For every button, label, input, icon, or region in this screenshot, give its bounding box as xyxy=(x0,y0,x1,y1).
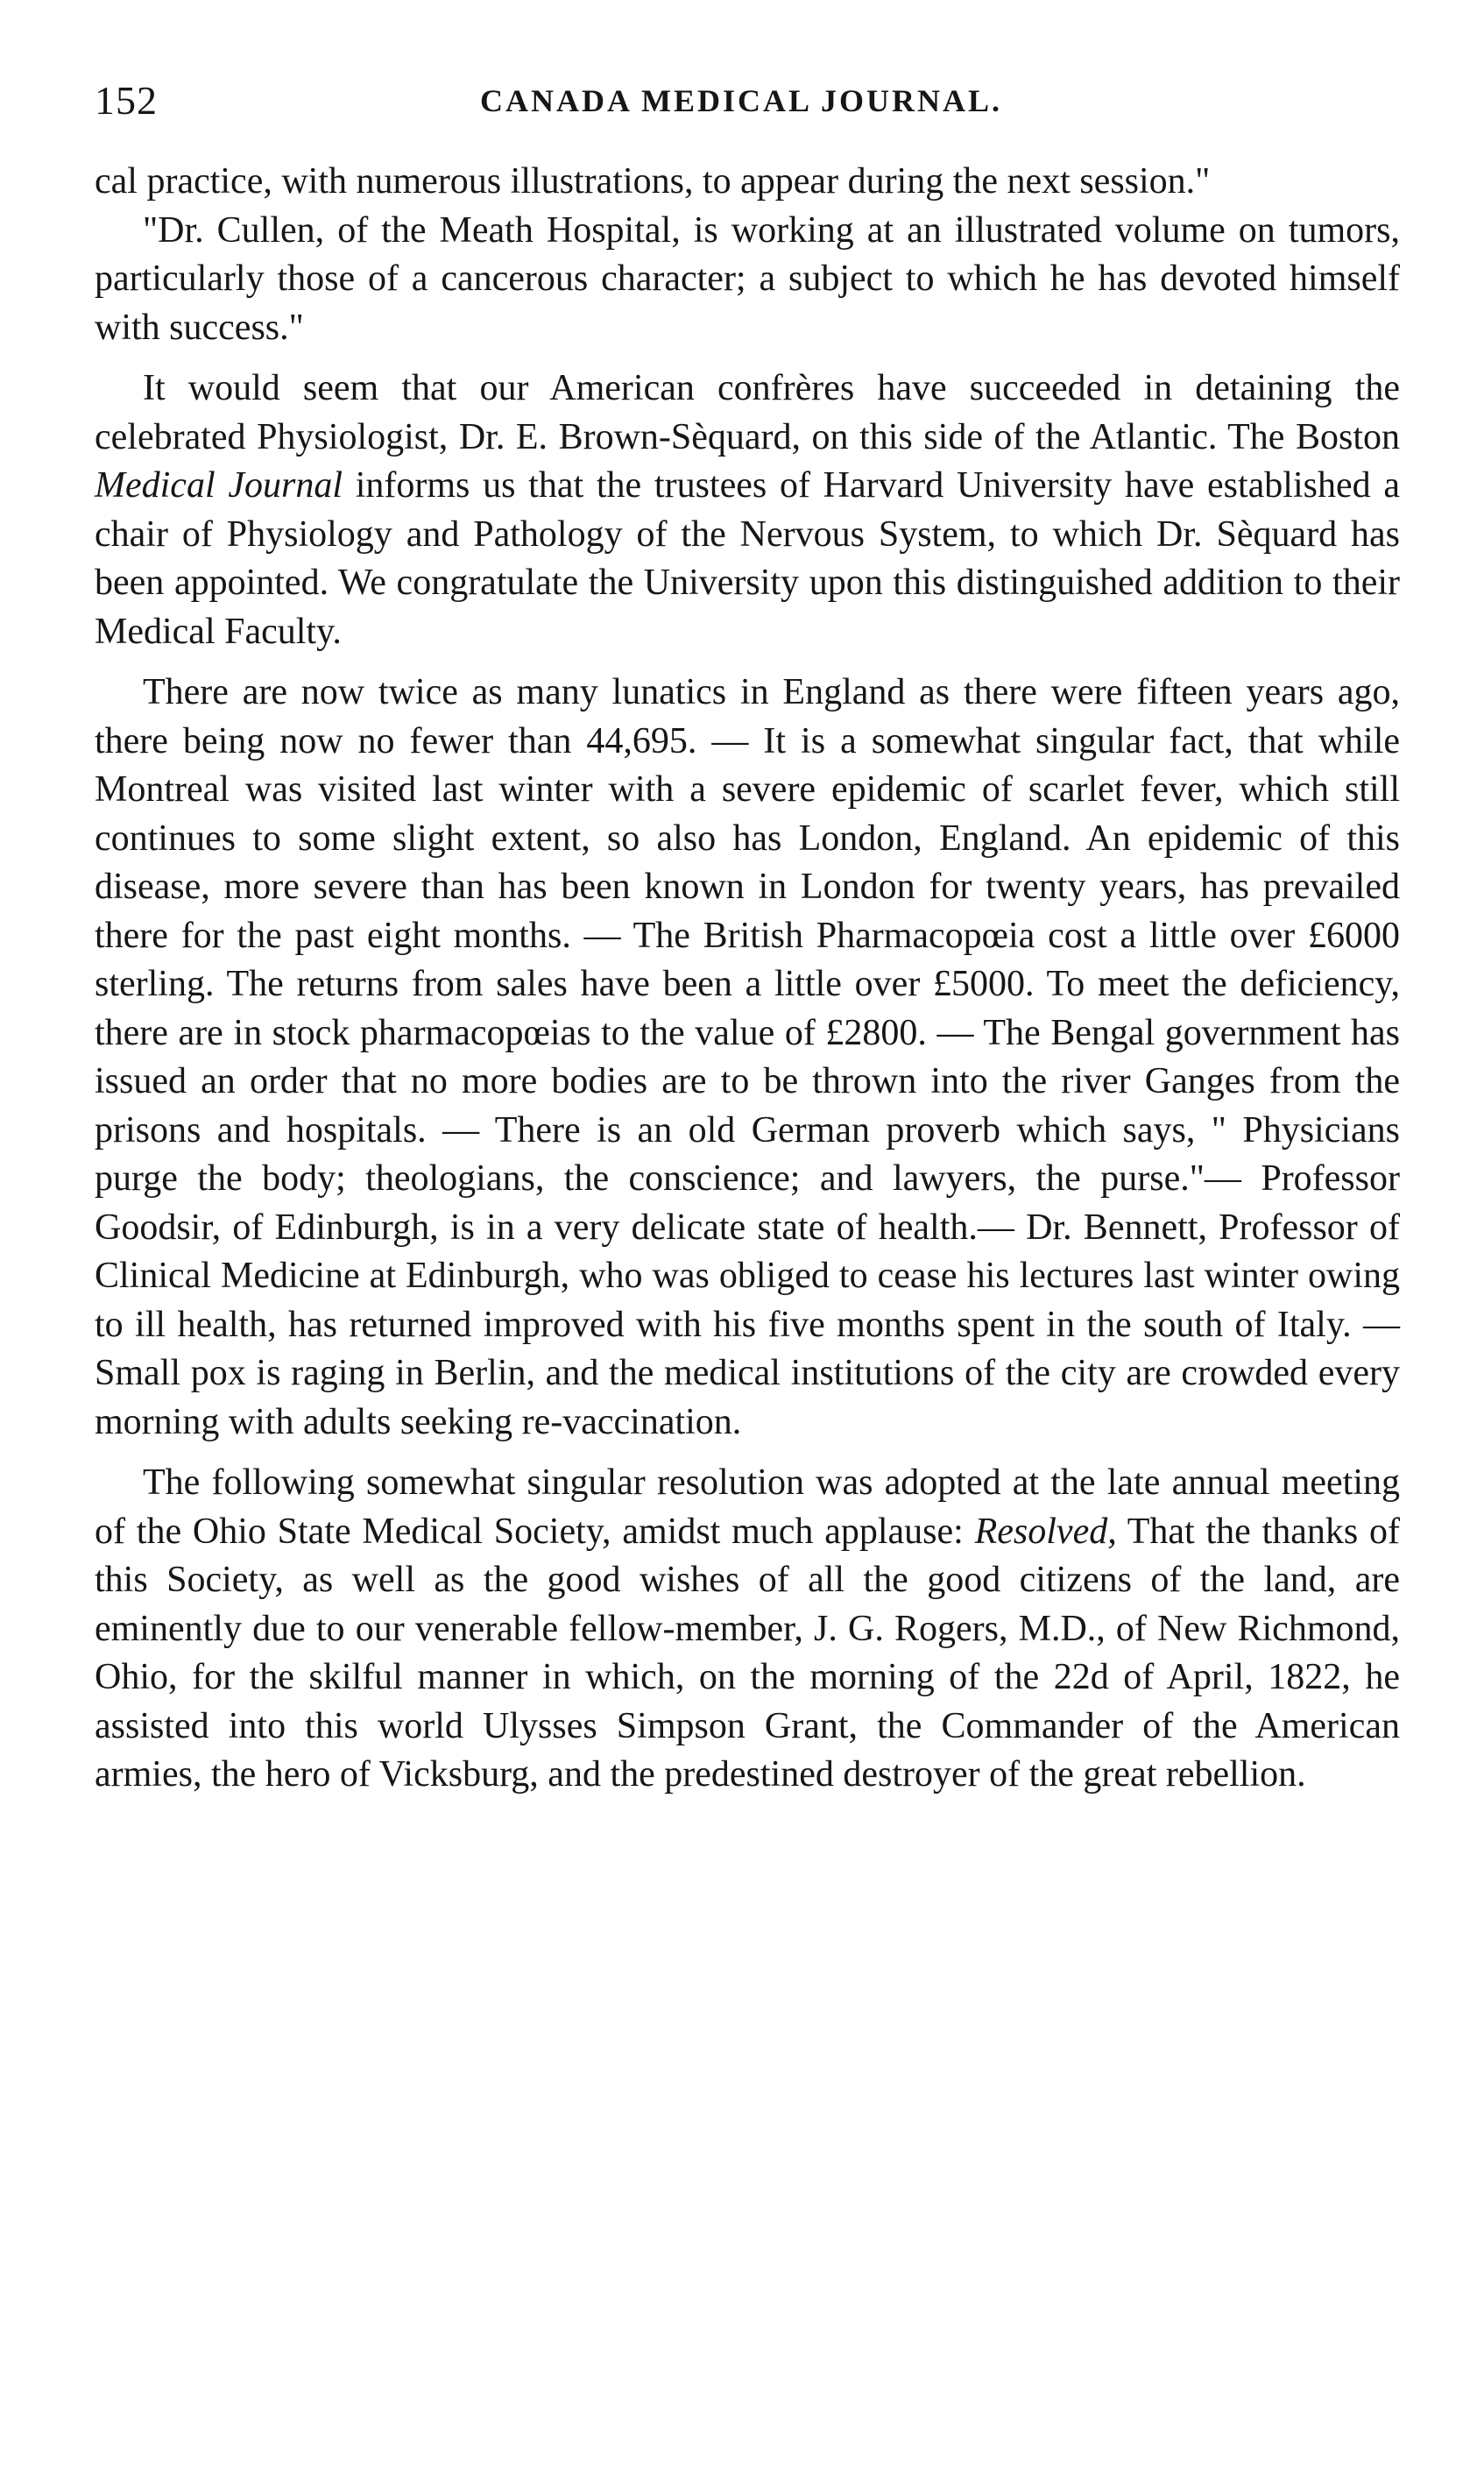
paragraph-resolution xyxy=(95,1459,1400,1800)
paragraph-cullen: "Dr. Cullen, of the Meath Hospital, is working at an illustrated volume on tumors, particularly those of a cancerous character; a subject to which he has devoted himself with success." xyxy=(95,209,1400,348)
paragraph-brown-sequard xyxy=(95,365,1400,656)
paragraph-news-items: There are now twice as many lunatics in England as there were fifteen years ago, there being now no fewer than 44,695. — It is a somewhat singular fact, that while Montreal was visited last winter with a severe epidemic of scarlet fever, which still continues to some slight extent, so also has London, England. An epidemic of this disease, more severe than has been known in London for twenty years, has prevailed there for the past eight months. — The British Pharmacopœia cost a little over £6000 sterling. The returns from sales have been a little over £5000. To meet the deficiency, there are in stock pharmacopœias to the value of £2800. — The Bengal government has issued an order that no more bodies are to be thrown into the river Ganges from the prisons and hospitals. — There is an old German proverb which says, " Physicians purge the body; theologians, the conscience; and lawyers, the purse."— Professor Goodsir, of Edinburgh, is in a very delicate state of health.— Dr. Bennett, Professor of Clinical Medicine at Edinburgh, who was obliged to cease his lectures last winter owing to ill health, has returned improved with his five months spent in the south of Italy. — Small pox is raging in Berlin, and the medical institutions of the city are crowded every morning with adults seeking re-vaccination. xyxy=(95,672,1400,1442)
article-body xyxy=(95,158,1400,1800)
page-number: 152 xyxy=(95,78,158,123)
resolved-italic: Resolved, xyxy=(974,1511,1117,1552)
paragraph-continuation: cal practice, with numerous illustrations, to appear during the next session." xyxy=(95,161,1211,202)
paragraph-text: That the thanks of this Society, as well as the good wishes of all the good citizens of the land, are eminently due to our venerable fellow-member, J. G. Rogers, M.D., of New Richmond, Ohio, for the skilful manner in which, on the morning of the 22d of April, 1822, he assisted into this world Ulysses Simpson Grant, the Commander of the American armies, the hero of Vicksburg, and the predestined destroyer of the great rebellion. xyxy=(95,1511,1401,1795)
paragraph-text: It would seem that our American confrères have succeeded in detaining the celebrated Physiologist, Dr. E. Brown-Sèquard, on this side of the Atlantic. The Boston xyxy=(95,368,1400,457)
paragraph-text: The following somewhat singular resolution was adopted at the late annual meeting of the Ohio State Medical Society, amidst much applause: xyxy=(95,1462,1400,1552)
page-header xyxy=(95,77,1400,130)
paragraph-text: informs us that the trustees of Harvard University have established a chair of Physiology and Pathology of the Nervous System, to which Dr. Sèquard has been appointed. We congratulate the University upon this distinguished addition to their Medical Faculty. xyxy=(95,465,1401,652)
journal-title-italic: Medical Journal xyxy=(95,465,343,506)
running-title: CANADA MEDICAL JOURNAL. xyxy=(480,83,1003,118)
